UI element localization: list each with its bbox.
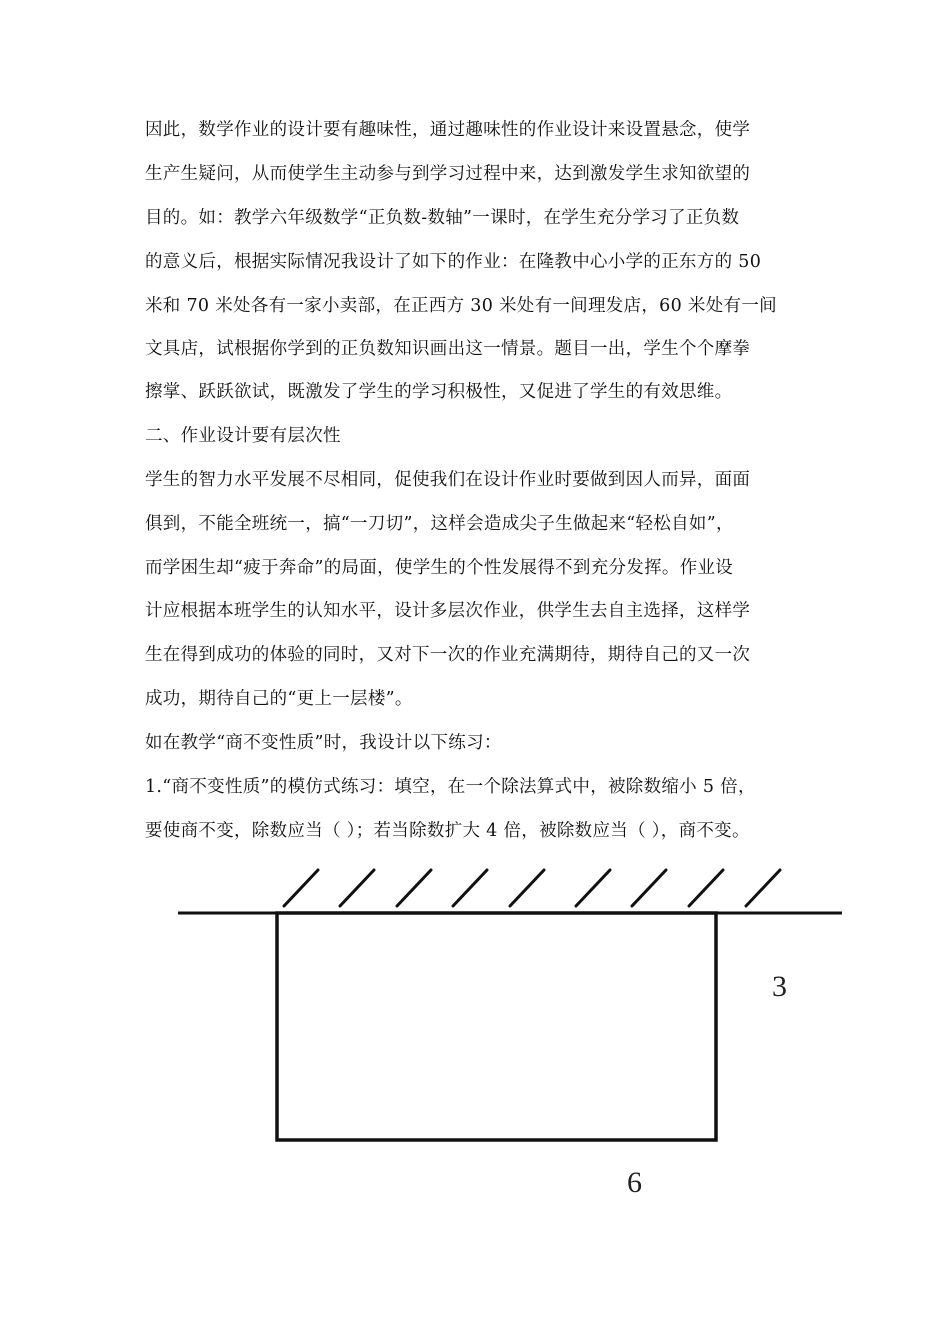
hatch-mark [746,870,780,906]
text-line: 擦掌、跃跃欲试，既激发了学生的学习积极性，又促进了学生的有效思维。 [145,382,733,402]
text-line: 生在得到成功的体验的同时，又对下一次的作业充满期待，期待自己的又一次 [145,645,751,665]
hatch-marks [284,870,780,906]
hatch-mark [632,870,666,906]
rectangle-figure [0,860,950,1220]
text-line: 的意义后，根据实际情况我设计了如下的作业：在隆教中心小学的正东方的 50 [145,252,762,272]
hatch-mark [689,870,723,906]
hatch-mark [397,870,431,906]
height-label: 3 [772,970,787,1003]
text-line: 而学困生却“疲于奔命”的局面，使学生的个性发展得不到充分发挥。作业设 [145,558,734,578]
text-line: 1.“商不变性质”的模仿式练习：填空，在一个除法算式中，被除数缩小 5 倍， [145,777,756,797]
width-label: 6 [627,1166,642,1199]
hatch-mark [576,870,610,906]
text-line: 要使商不变，除数应当（ ）；若当除数扩大 4 倍，被除数应当（ ），商不变。 [145,821,750,841]
hatch-mark [510,870,544,906]
text-line: 如在教学“商不变性质”时，我设计以下练习： [145,733,502,753]
hatch-mark [340,870,374,906]
text-line: 米和 70 米处各有一家小卖部，在正西方 30 米处有一间理发店，60 米处有一间 [145,296,777,316]
section-heading: 二、作业设计要有层次性 [145,426,341,446]
text-line: 俱到，不能全班统一，搞“一刀切”，这样会造成尖子生做起来“轻松自如”， [145,514,734,534]
text-line: 计应根据本班学生的认知水平，设计多层次作业，供学生去自主选择，这样学 [145,601,751,621]
text-line: 学生的智力水平发展不尽相同，促使我们在设计作业时要做到因人而异，面面 [145,470,751,490]
text-line: 目的。如：教学六年级数学“正负数-数轴”一课时，在学生充分学习了正负数 [145,208,740,228]
text-line: 因此，数学作业的设计要有趣味性，通过趣味性的作业设计来设置悬念，使学 [145,120,751,140]
text-line: 文具店，试根据你学到的正负数知识画出这一情景。题目一出，学生个个摩拳 [145,339,751,359]
rectangle-shape [277,913,716,1140]
hatch-mark [453,870,487,906]
text-line: 成功，期待自己的“更上一层楼”。 [145,689,413,709]
text-line: 生产生疑问，从而使学生主动参与到学习过程中来，达到激发学生求知欲望的 [145,164,751,184]
hatch-mark [284,870,318,906]
figure-drawing [0,860,950,1220]
